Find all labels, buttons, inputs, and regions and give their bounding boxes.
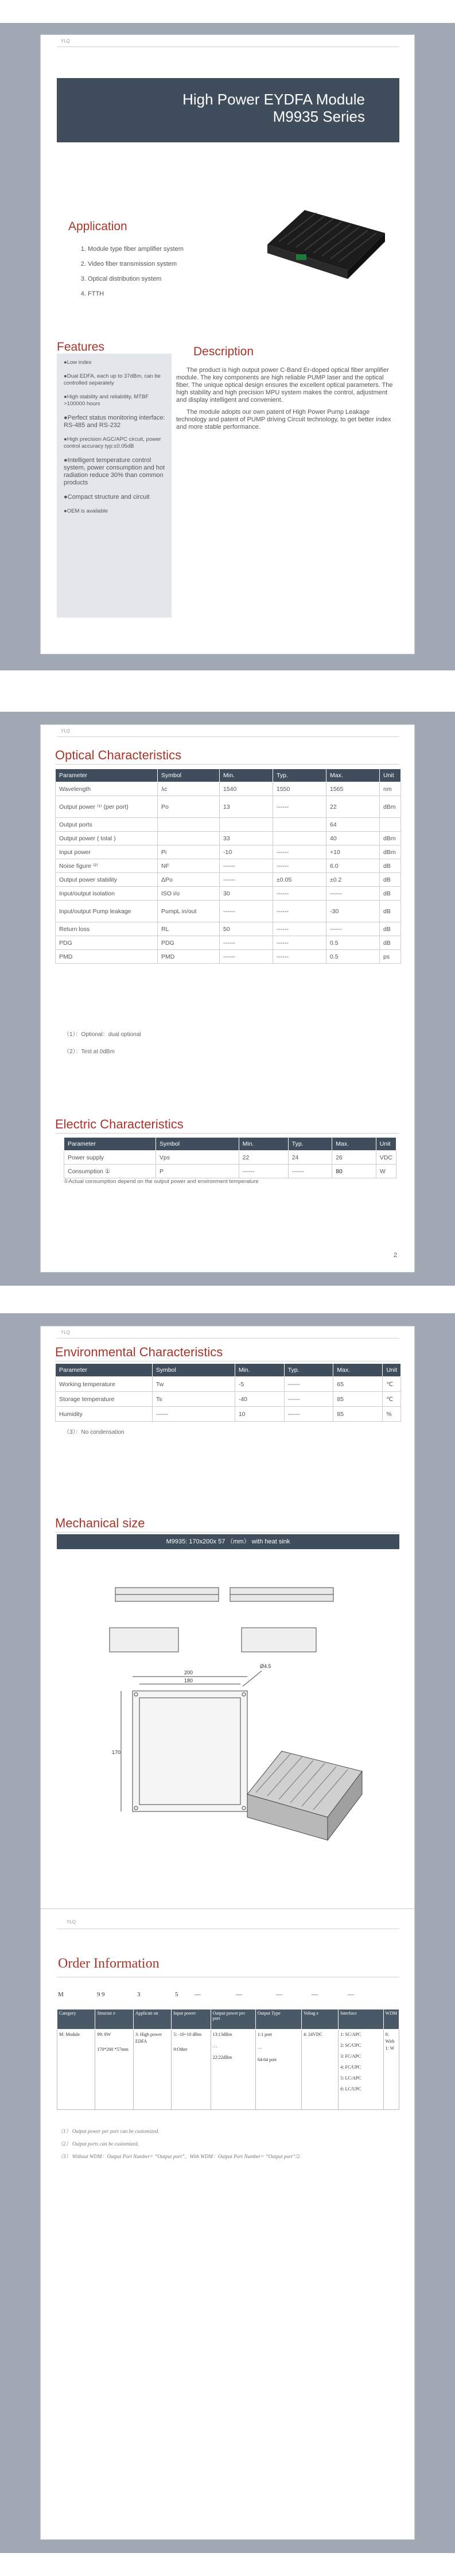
dim-200: 200 [184,1670,193,1675]
header-tag: YLQ [61,728,71,734]
section-rule [55,1133,399,1134]
table-row [56,887,401,901]
page-2 [40,724,415,1273]
feature-item: ●OEM is available [64,508,108,514]
page-4 [40,1908,415,2540]
order-table-body [57,2030,399,2110]
page-number: 2 [394,1252,398,1259]
col-header: Typ. [284,1364,333,1377]
page-3 [40,1326,415,1954]
col-header: Max. [332,1138,376,1151]
optical-table-body [56,782,401,964]
code-char: 9 [102,1991,105,1998]
table-cell: 40 [326,832,380,845]
table-cell: ------ [284,1377,333,1392]
col-header: Unit [383,1364,401,1377]
code-char: 5 [175,1991,178,1998]
table-cell [158,832,220,845]
cell-line: 13:13dBm [212,2032,232,2037]
table-cell: ΔPo [158,873,220,887]
table-row [56,936,401,950]
header-tag: YLQ [67,1919,76,1925]
table-row [64,1151,396,1165]
dim-180: 180 [184,1678,193,1683]
cell-line: 0: With [385,2032,395,2044]
col-header: Typ. [273,769,326,782]
header-tag: YLQ [61,38,71,44]
cell-line: 1: SC/APC [340,2032,361,2037]
table-row [56,832,401,845]
table-cell: Output power ⁽¹⁾ (per port) [56,796,158,818]
table-row [57,2030,399,2110]
cell-line: 4: 24VDC [303,2032,323,2037]
table-cell: ------ [273,887,326,901]
col-header: Input power [172,2009,211,2030]
cell-line: 1: W [385,2046,395,2051]
mechanical-heading: Mechanical size [55,1516,145,1530]
table-cell: Wavelength [56,782,158,796]
table-cell: ------ [220,950,273,964]
table-row [56,782,401,796]
description-heading: Description [193,345,254,358]
cell-line: 64:64 port [257,2057,277,2062]
table-cell: 0.5 [326,950,380,964]
application-item: 2. Video fiber transmission system [88,257,184,271]
table-row [56,950,401,964]
table-cell: Power supply [64,1151,156,1165]
cell-line: 9:Other [173,2047,188,2052]
product-title: High Power EYDFA Module [182,91,365,108]
col-header: Structur e [95,2009,133,2030]
environmental-table-body [56,1377,401,1422]
table-cell: dB [380,922,401,936]
feature-item: ●Perfect status monitoring interface: RS-485 and RS-232 [64,414,165,429]
description-text [176,367,397,431]
table-cell: 22 [239,1151,288,1165]
table-cell: Pi [158,845,220,859]
col-header: Parameter [56,1364,153,1377]
table-cell: ±0.2 [326,873,380,887]
col-header: Interface [339,2009,383,2030]
feature-item: ●Dual EDFA, each up to 37dBm, can be controlled separately [64,373,161,386]
table-cell: 1550 [273,782,326,796]
table-cell: Input/output Pump leakage [56,901,158,922]
code-char: — [348,1991,354,1998]
table-cell: ------ [220,873,273,887]
cell-line: 3: High power EDFA [135,2032,162,2044]
table-cell: 1540 [220,782,273,796]
table-cell: 0.5 [326,936,380,950]
table-cell: λc [158,782,220,796]
table-cell: -30 [326,901,380,922]
table-cell: -40 [235,1392,284,1407]
cell-line: 22:22dBm [212,2055,232,2060]
mechanical-drawing [98,1553,374,1898]
feature-item: ●Compact structure and circuit [64,494,150,501]
cell-line: … [257,2044,262,2050]
table-row [56,1377,401,1392]
col-header: Unit [380,769,401,782]
optical-heading: Optical Characteristics [55,748,182,762]
order-note: （2） Output ports can be customized. [58,2141,139,2147]
table-cell: dB [380,901,401,922]
application-item: 1. Module type fiber amplifier system [88,242,184,257]
table-cell: 10 [235,1407,284,1422]
col-header: Max. [326,769,380,782]
header-rule [57,736,399,737]
table-cell: ------ [273,936,326,950]
optical-note: （2）：Test at 0dBm [64,1049,115,1055]
cell-line: … [212,2043,217,2049]
table-cell: Storage temperature [56,1392,153,1407]
table-cell: ------ [273,922,326,936]
code-char: — [312,1991,318,1998]
table-cell: Vps [156,1151,239,1165]
section-rule [55,1532,399,1533]
table-cell: PMD [158,950,220,964]
table-cell: 33 [220,832,273,845]
table-cell: -5 [235,1377,284,1392]
col-header: Parameter [56,769,158,782]
order-cell [57,2030,95,2110]
table-cell: ------ [273,796,326,818]
optical-table [55,769,401,964]
table-cell: ------ [284,1407,333,1422]
section-rule [55,764,399,765]
header-rule [57,1338,399,1339]
header-tag: YLQ [61,1330,71,1335]
table-cell: 24 [288,1151,332,1165]
table-cell: Working temperature [56,1377,153,1392]
order-cell [172,2030,211,2110]
table-cell: PMD [56,950,158,964]
table-cell: 64 [326,818,380,832]
table-cell: ------ [220,859,273,873]
table-cell: ps [380,950,401,964]
order-cell [95,2030,133,2110]
col-header: Max. [333,1364,383,1377]
table-cell: ------ [273,950,326,964]
feature-item: ●High stability and reliability, MTBF >100000 hours [64,394,149,407]
table-cell: W [376,1165,396,1178]
application-item: 3. Optical distribution system [88,271,184,286]
table-cell [220,818,273,832]
code-char: — [276,1991,282,1998]
table-row [56,922,401,936]
application-heading: Application [68,220,127,233]
application-item: 4. FTTH [88,286,184,301]
module-photo [262,190,391,282]
table-cell: Ts [152,1392,235,1407]
cell-line: 1:1 port [257,2032,272,2037]
code-char: — [236,1991,242,1998]
features-heading: Features [57,340,104,354]
table-cell: dB [380,887,401,901]
cell-line: 4: FC/UPC [340,2065,361,2070]
environmental-table [55,1363,401,1422]
cell-line: M: Module [59,2032,80,2037]
cell-line: 6: LC/UPC [340,2086,361,2092]
table-cell: +10 [326,845,380,859]
mechanical-caption: M9935: 170x200x 57 （mm） with heat sink [57,1534,399,1549]
table-cell: 50 [220,922,273,936]
col-header: Symbol [152,1364,235,1377]
order-note: （1） Output power per port can be customized. [58,2128,160,2134]
col-header: Min. [220,769,273,782]
table-cell: ------ [326,887,380,901]
col-header: Unit [376,1138,396,1151]
table-row [56,901,401,922]
table-cell: 22 [326,796,380,818]
col-header: Output power per port [211,2009,255,2030]
order-note: （3） Without WDM：Output Port Number= “Output port”。With WDM：Output Port Number= “Output port”/2. [58,2154,301,2159]
electric-heading: Electric Characteristics [55,1117,184,1131]
table-header-row [56,1364,401,1377]
table-cell [158,818,220,832]
cell-line: 5: -10~10 dBm [173,2032,202,2037]
electric-table-body [64,1151,396,1178]
page-1 [40,34,415,654]
col-header: WDM [383,2009,399,2030]
table-cell: P [156,1165,239,1178]
table-cell: -10 [220,845,273,859]
table-row [56,1407,401,1422]
table-row [56,845,401,859]
table-cell: 85 [333,1407,383,1422]
cell-line: 3: FC/APC [340,2054,361,2059]
table-row [56,818,401,832]
table-cell: 26 [332,1151,376,1165]
table-row [56,796,401,818]
order-cell [383,2030,399,2110]
table-cell: dBm [380,845,401,859]
table-row [56,1392,401,1407]
table-cell: Consumption ① [64,1165,156,1178]
table-cell: 30 [220,887,273,901]
cell-line: 2: SC/UPC [340,2043,361,2048]
table-cell: NF [158,859,220,873]
col-header: Typ. [288,1138,332,1151]
order-cell [133,2030,171,2110]
table-cell: 85 [333,1392,383,1407]
table-row [64,1165,396,1178]
table-cell: Output power stability [56,873,158,887]
environmental-note: （3）：No condensation [64,1429,125,1436]
table-header-row [56,769,401,782]
code-char: M [58,1991,64,1998]
order-code [41,1991,415,2000]
col-header: Applicati on [133,2009,171,2030]
table-cell: PDG [158,936,220,950]
table-cell: ±0.05 [273,873,326,887]
col-header: Output Type [255,2009,301,2030]
feature-item: ●Low index [64,359,92,366]
table-cell [273,818,326,832]
header-rule [57,46,399,47]
table-cell: 13 [220,796,273,818]
table-cell: ------ [326,922,380,936]
application-list [75,242,184,301]
table-cell: dB [380,859,401,873]
table-cell: Return loss [56,922,158,936]
code-char: — [195,1991,201,1998]
description-para: The product is high output power C-Band Er-doped optical fiber amplifier module. The key components are high reliable PUMP laser and the optical fiber. The unique optical design ensures the excellent optical parameters. The high stability and high precision MPU system makes the control, adjustment and display intelligent and convenient. [176,367,393,404]
table-cell: ------ [152,1407,235,1422]
features-panel [57,354,172,618]
col-header: Voltag e [301,2009,338,2030]
cell-line: 99: 8W [97,2032,111,2037]
cell-line: 5: LC/APC [340,2075,361,2081]
table-cell: 65 [333,1377,383,1392]
table-cell: 6.0 [326,859,380,873]
table-cell: % [383,1407,401,1422]
table-cell: Po [158,796,220,818]
electric-note: ①Actual consumption depend on the output power and environment temperature [64,1178,259,1185]
table-cell: ISO i/o [158,887,220,901]
table-cell: nm [380,782,401,796]
table-cell: RL [158,922,220,936]
order-heading: Order Information [58,1956,160,1971]
order-cell [301,2030,338,2110]
dim-hole: Ø4.5 [260,1663,271,1669]
feature-item: ●High precision AGC/APC circuit, power control accuracy typ:±0.05dB [64,436,161,449]
table-cell: 80 [332,1165,376,1178]
table-cell: dBm [380,832,401,845]
table-cell: Noise figure ⁽²⁾ [56,859,158,873]
order-cell [211,2030,255,2110]
table-cell: ------ [220,901,273,922]
table-cell: ------ [284,1392,333,1407]
code-char: 9 [97,1991,100,1998]
table-cell: Output ports [56,818,158,832]
table-cell: ℃ [383,1392,401,1407]
table-cell: ------ [273,901,326,922]
table-cell: dB [380,873,401,887]
col-header: Min. [235,1364,284,1377]
table-cell: Input power [56,845,158,859]
table-cell: ------ [239,1165,288,1178]
dim-170: 170 [112,1749,121,1755]
description-para: The module adopts our own patent of High Power Pump Leakage technology and patent of PUMP driving Circuit technology, to get better index and more stable performance. [176,409,391,430]
table-cell: PumpL in/out [158,901,220,922]
table-header-row [64,1138,396,1151]
col-header: Symbol [158,769,220,782]
table-cell: VDC [376,1151,396,1165]
table-cell: 1565 [326,782,380,796]
table-cell: dBm [380,796,401,818]
table-cell: ------ [273,859,326,873]
cell-line: 170*200 *57mm [97,2047,129,2052]
product-series: M9935 Series [273,108,365,125]
table-row [56,873,401,887]
table-cell: ℃ [383,1377,401,1392]
table-cell: Humidity [56,1407,153,1422]
feature-item: ●Intelligent temperature control system, power consumption and hot radiation reduce 30% than common products [64,457,165,486]
table-cell: PDG [56,936,158,950]
table-cell [273,832,326,845]
order-cell [339,2030,383,2110]
table-row [56,859,401,873]
col-header: Parameter [64,1138,156,1151]
table-cell: Output power ( total ) [56,832,158,845]
table-cell: ------ [220,936,273,950]
table-cell: ------ [273,845,326,859]
table-cell: ------ [288,1165,332,1178]
col-header: Min. [239,1138,288,1151]
col-header: Category [57,2009,95,2030]
title-banner [57,78,399,142]
table-header-row [57,2009,399,2030]
code-char: 3 [137,1991,141,1998]
table-cell [380,818,401,832]
electric-table [64,1137,396,1178]
order-table [57,2009,399,2110]
environmental-heading: Environmental Characteristics [55,1345,223,1359]
order-cell [255,2030,301,2110]
table-cell: Tw [152,1377,235,1392]
table-cell: Input/output isolation [56,887,158,901]
optical-note: （1）：Optional：dual optional [64,1031,141,1038]
col-header: Symbol [156,1138,239,1151]
table-cell: dB [380,936,401,950]
